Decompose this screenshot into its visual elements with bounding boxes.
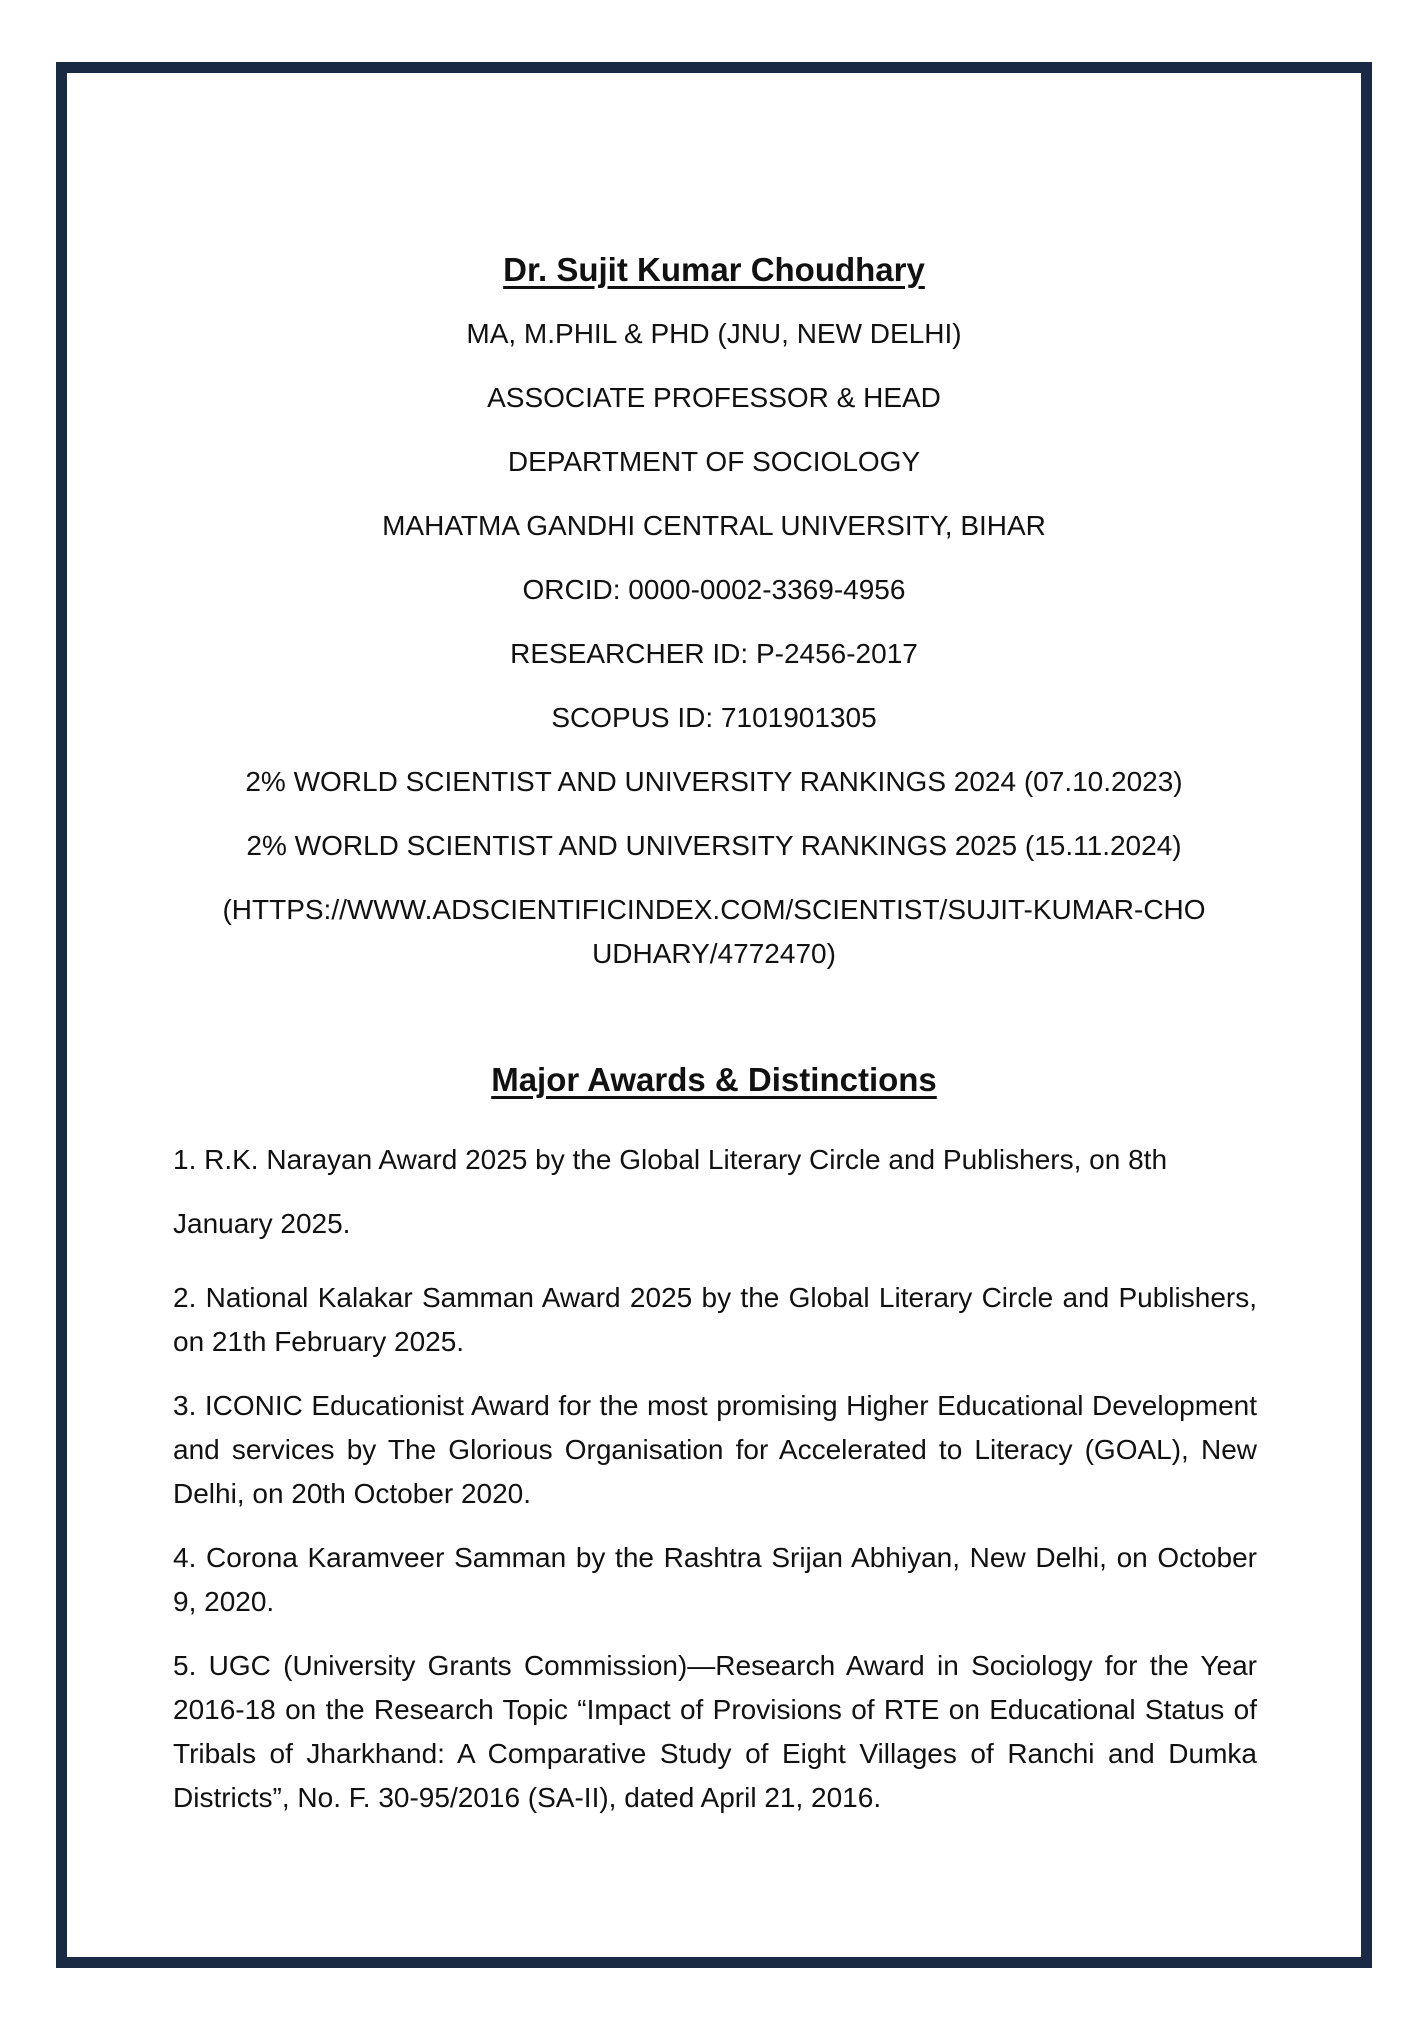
profile-position: ASSOCIATE PROFESSOR & HEAD [487,382,941,413]
profile-url: (HTTPS://WWW.ADSCIENTIFICINDEX.COM/SCIENTIST/SUJIT-KUMAR-CHOUDHARY/4772470) [222,894,1206,969]
award-item: 1. R.K. Narayan Award 2025 by the Global Literary Circle and Publishers, on 8th January 2025. [173,1144,1168,1239]
profile-department: DEPARTMENT OF SOCIOLOGY [507,446,921,477]
profile-orcid: ORCID: 0000-0002-3369-4956 [522,574,906,605]
award-item: 3. ICONIC Educationist Award for the most promising Higher Educational Development and services by The Glorious Organisation for Accelerated to Literacy (GOAL), New Delhi, on 20th October 2020. [173,1390,1257,1509]
profile-university: MAHATMA GANDHI CENTRAL UNIVERSITY, BIHAR [382,510,1046,541]
awards-list [173,1128,1257,1840]
profile-header [140,248,1288,976]
award-item: 4. Corona Karamveer Samman by the Rashtra Srijan Abhiyan, New Delhi, on October 9, 2020. [173,1542,1257,1617]
profile-ranking-2025: 2% WORLD SCIENTIST AND UNIVERSITY RANKINGS 2025 (15.11.2024) [246,830,1182,861]
profile-name: Dr. Sujit Kumar Choudhary [503,251,925,288]
award-item: 2. National Kalakar Samman Award 2025 by the Global Literary Circle and Publishers, on 21th February 2025. [173,1282,1257,1357]
awards-title: Major Awards & Distinctions [491,1061,937,1098]
profile-ranking-2024: 2% WORLD SCIENTIST AND UNIVERSITY RANKINGS 2024 (07.10.2023) [245,766,1183,797]
award-item: 5. UGC (University Grants Commission)—Research Award in Sociology for the Year 2016-18 on the Research Topic “Impact of Provisions of RTE on Educational Status of Tribals of Jharkhand: A Comparative Study of Eight Villages of Ranchi and Dumka Districts”, No. F. 30-95/2016 (SA-II), dated April 21, 2016. [173,1650,1257,1813]
profile-researcher-id: RESEARCHER ID: P-2456-2017 [510,638,918,669]
profile-scopus-id: SCOPUS ID: 7101901305 [551,702,877,733]
profile-degrees: MA, M.PHIL & PHD (JNU, NEW DELHI) [466,318,962,349]
